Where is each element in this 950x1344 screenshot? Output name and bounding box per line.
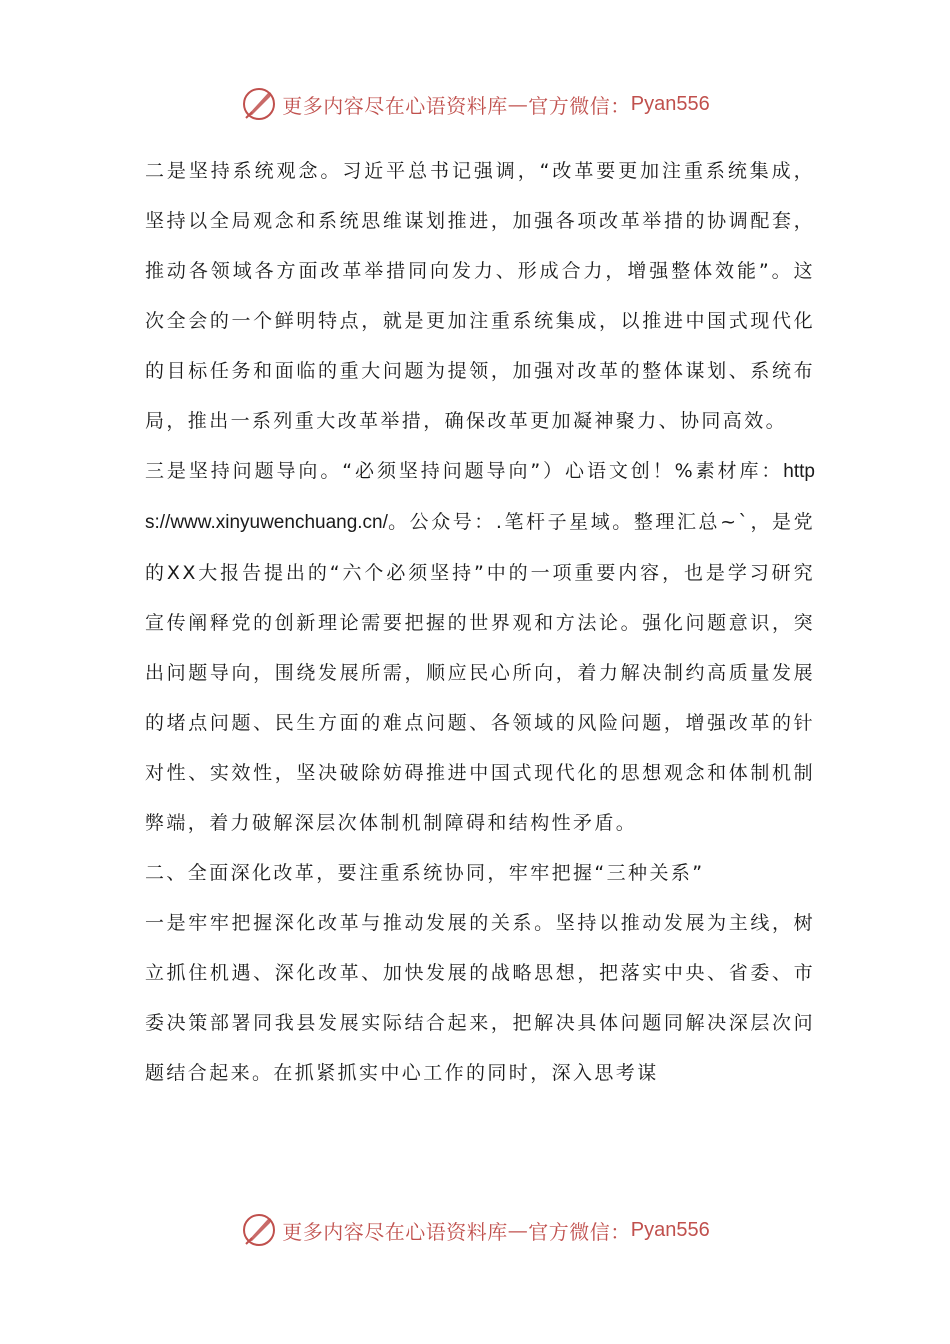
footer-banner-title: 更多内容尽在心语资料库: [282, 1219, 508, 1244]
source-url-link[interactable]: https://www.xinyuwenchuang.cn/: [145, 461, 815, 533]
header-banner: [0, 82, 950, 126]
quill-logo-icon: [240, 1211, 278, 1249]
paragraph-problem-oriented: [145, 446, 815, 848]
paragraph-problem-oriented-intro: 三是坚持问题导向。“必须坚持问题导向”）心语文创！%素材库：: [145, 460, 784, 482]
section-heading-three-relations: 二、全面深化改革，要注重系统协同，牢牢把握“三种关系”: [145, 862, 705, 884]
header-banner-separator: —: [507, 92, 529, 116]
header-banner-handle: Pyan556: [630, 92, 710, 115]
document-body: [145, 146, 815, 1098]
footer-banner-separator: —: [507, 1218, 529, 1242]
quill-logo-icon: [240, 85, 278, 123]
paragraph-problem-oriented-rest: 。公众号：.笔杆子星域。整理汇总~`，是党的XX大报告提出的“六个必须坚持”中的一项重要内容，也是学习研究宣传阐释党的创新理论需要把握的世界观和方法论。强化问题意识，突出问题导向，围绕发展所需，顺应民心所向，着力解决制约高质量发展的堵点问题、民生方面的难点问题、各领域的风险问题，增强改革的针对性、实效性，坚决破除妨碍推进中国式现代化的思想观念和体制机制弊端，着力破解深层次体制机制障碍和结构性矛盾。: [145, 511, 815, 834]
paragraph-reform-development: 一是牢牢把握深化改革与推动发展的关系。坚持以推动发展为主线，树立抓住机遇、深化改革、加快发展的战略思想，把落实中央、省委、市委决策部署同我县发展实际结合起来，把解决具体问题同解决深层次问题结合起来。在抓紧抓实中心工作的同时，深入思考谋: [145, 912, 815, 1084]
footer-banner: [0, 1208, 950, 1252]
header-banner-wechat-label: 官方微信：: [528, 93, 631, 118]
paragraph-system-concept: 二是坚持系统观念。习近平总书记强调，“改革要更加注重系统集成，坚持以全局观念和系统思维谋划推进，加强各项改革举措的协调配套，推动各领域各方面改革举措同向发力、形成合力，增强整体效能”。这次全会的一个鲜明特点，就是更加注重系统集成，以推进中国式现代化的目标任务和面临的重大问题为提领，加强对改革的整体谋划、系统布局，推出一系列重大改革举措，确保改革更加凝神聚力、协同高效。: [145, 160, 815, 432]
header-banner-title: 更多内容尽在心语资料库: [282, 93, 508, 118]
footer-banner-handle: Pyan556: [630, 1218, 710, 1241]
footer-banner-wechat-label: 官方微信：: [528, 1219, 631, 1244]
